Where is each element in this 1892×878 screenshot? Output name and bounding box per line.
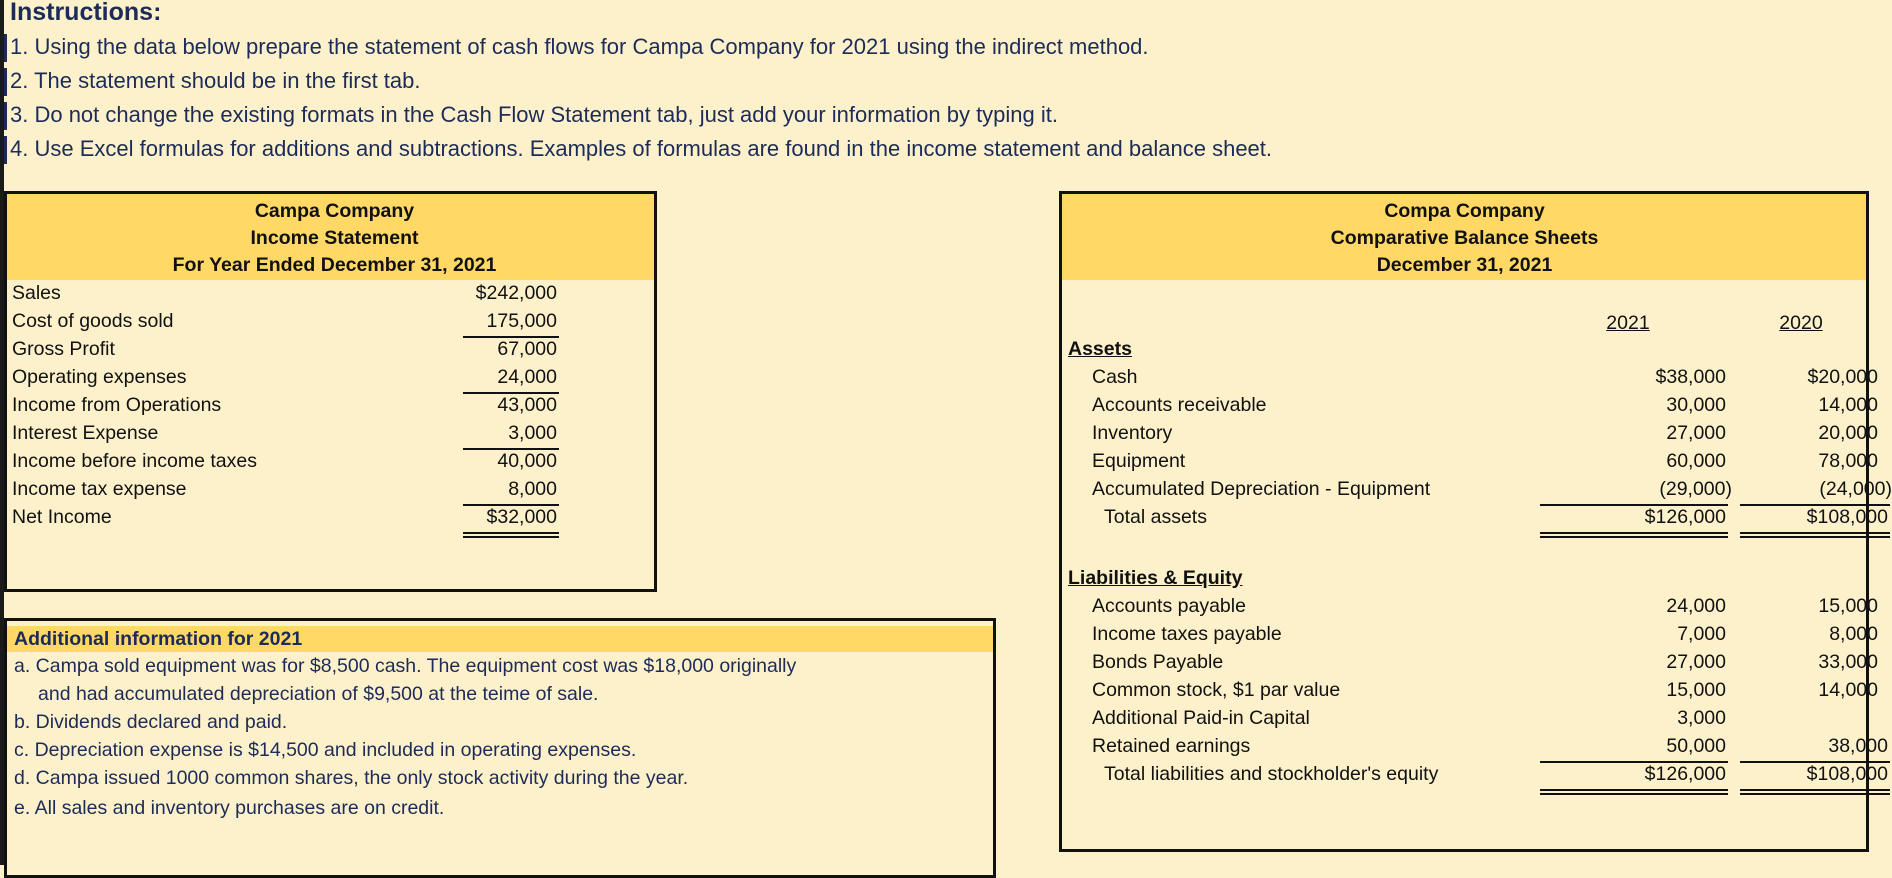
double-underline (463, 532, 559, 538)
is-value: 8,000 (508, 478, 557, 500)
instruction-line: 3. Do not change the existing formats in the Cash Flow Statement tab, just add your information by typing it. (10, 102, 1058, 127)
bs-value-2020: 38,000 (1828, 735, 1888, 757)
bs-label: Accounts receivable (1092, 394, 1267, 416)
additional-info-line: d. Campa issued 1000 common shares, the only stock activity during the year. (14, 767, 689, 789)
is-label: Operating expenses (12, 366, 187, 388)
row-marker (4, 136, 7, 164)
bs-label: Additional Paid-in Capital (1092, 707, 1310, 729)
bs-label: Total assets (1104, 506, 1207, 528)
bs-label: Cash (1092, 366, 1138, 388)
balance-sheet-box (1059, 191, 1892, 852)
is-value: $32,000 (486, 506, 557, 528)
is-value: 67,000 (497, 338, 557, 360)
bs-total-2021: $126,000 (1644, 506, 1726, 528)
bs-value-2020: 8,000 (1829, 623, 1878, 645)
is-label: Net Income (12, 506, 112, 528)
balance-sheet-date: December 31, 2021 (1376, 254, 1553, 276)
balance-sheet-title: Comparative Balance Sheets (1330, 227, 1599, 249)
bs-label: Total liabilities and stockholder's equity (1104, 763, 1439, 785)
bs-value-2020: 33,000 (1818, 651, 1878, 673)
instruction-line: 4. Use Excel formulas for additions and subtractions. Examples of formulas are found in the income statement and balance sheet. (10, 136, 1273, 161)
bs-value-2021: (29,000) (1659, 478, 1732, 500)
double-underline (1740, 789, 1890, 795)
is-label: Income from Operations (12, 394, 222, 416)
bs-label: Inventory (1092, 422, 1173, 444)
double-underline (1540, 532, 1728, 538)
double-underline (1540, 789, 1728, 795)
bs-value-2021: 27,000 (1666, 651, 1726, 673)
is-value: 40,000 (497, 450, 557, 472)
bs-label: Accounts payable (1092, 595, 1246, 617)
row-marker (4, 102, 7, 130)
is-label: Gross Profit (12, 338, 115, 360)
is-value: $242,000 (475, 282, 557, 304)
bs-value-2021: 15,000 (1666, 679, 1726, 701)
bs-value-2021: 60,000 (1666, 450, 1726, 472)
bs-value-2021: 7,000 (1677, 623, 1726, 645)
bs-label: Common stock, $1 par value (1092, 679, 1341, 701)
additional-info-line: a. Campa sold equipment was for $8,500 cash. The equipment cost was $18,000 originally (14, 655, 797, 677)
bs-label: Accumulated Depreciation - Equipment (1092, 478, 1431, 500)
bs-label: Income taxes payable (1092, 623, 1282, 645)
bs-value-2020: 20,000 (1818, 422, 1878, 444)
income-statement-company: Campa Company (254, 200, 415, 222)
additional-info-line: c. Depreciation expense is $14,500 and included in operating expenses. (14, 739, 637, 761)
additional-info-line: and had accumulated depreciation of $9,500 at the teime of sale. (38, 683, 599, 705)
additional-info-line: e. All sales and inventory purchases are on credit. (14, 797, 445, 819)
bs-value-2021: 30,000 (1666, 394, 1726, 416)
bs-value-2021: 3,000 (1677, 707, 1726, 729)
bs-total-2020: $108,000 (1806, 506, 1888, 528)
income-statement-period: For Year Ended December 31, 2021 (172, 254, 497, 276)
bs-total-2021: $126,000 (1644, 763, 1726, 785)
liabilities-heading: Liabilities & Equity (1068, 567, 1243, 589)
bs-value-2020: (24,000) (1819, 478, 1892, 500)
income-statement-title: Income Statement (250, 227, 419, 249)
is-value: 175,000 (486, 310, 557, 332)
bs-value-2021: $38,000 (1655, 366, 1726, 388)
year-2020-header: 2020 (1779, 312, 1823, 334)
is-label: Interest Expense (12, 422, 159, 444)
is-label: Sales (12, 282, 61, 304)
bs-label: Retained earnings (1092, 735, 1251, 757)
year-2021-header: 2021 (1606, 312, 1650, 334)
bs-value-2021: 27,000 (1666, 422, 1726, 444)
is-label: Income before income taxes (12, 450, 257, 472)
row-marker (4, 68, 7, 96)
bs-value-2021: 50,000 (1666, 735, 1726, 757)
instructions-title: Instructions: (10, 0, 162, 26)
income-statement-box (4, 191, 657, 592)
bs-value-2020: 14,000 (1818, 679, 1878, 701)
bs-value-2021: 24,000 (1666, 595, 1726, 617)
bs-value-2020: 14,000 (1818, 394, 1878, 416)
instruction-line: 2. The statement should be in the first tab. (10, 68, 421, 93)
is-label: Cost of goods sold (12, 310, 174, 332)
bs-label: Equipment (1092, 450, 1186, 472)
instruction-line: 1. Using the data below prepare the statement of cash flows for Campa Company for 2021 using the indirect method. (10, 34, 1149, 59)
row-marker (4, 34, 7, 62)
balance-sheet-company: Compa Company (1384, 200, 1545, 222)
bs-value-2020: $20,000 (1807, 366, 1878, 388)
double-underline (1740, 532, 1890, 538)
is-value: 43,000 (497, 394, 557, 416)
bs-total-2020: $108,000 (1806, 763, 1888, 785)
bs-label: Bonds Payable (1092, 651, 1224, 673)
bs-value-2020: 15,000 (1818, 595, 1878, 617)
additional-info-line: b. Dividends declared and paid. (14, 711, 288, 733)
is-value: 3,000 (508, 422, 557, 444)
bs-value-2020: 78,000 (1818, 450, 1878, 472)
is-label: Income tax expense (12, 478, 187, 500)
additional-info-box (4, 618, 996, 878)
is-value: 24,000 (497, 366, 557, 388)
assets-heading: Assets (1068, 338, 1132, 360)
additional-info-title: Additional information for 2021 (14, 628, 303, 650)
